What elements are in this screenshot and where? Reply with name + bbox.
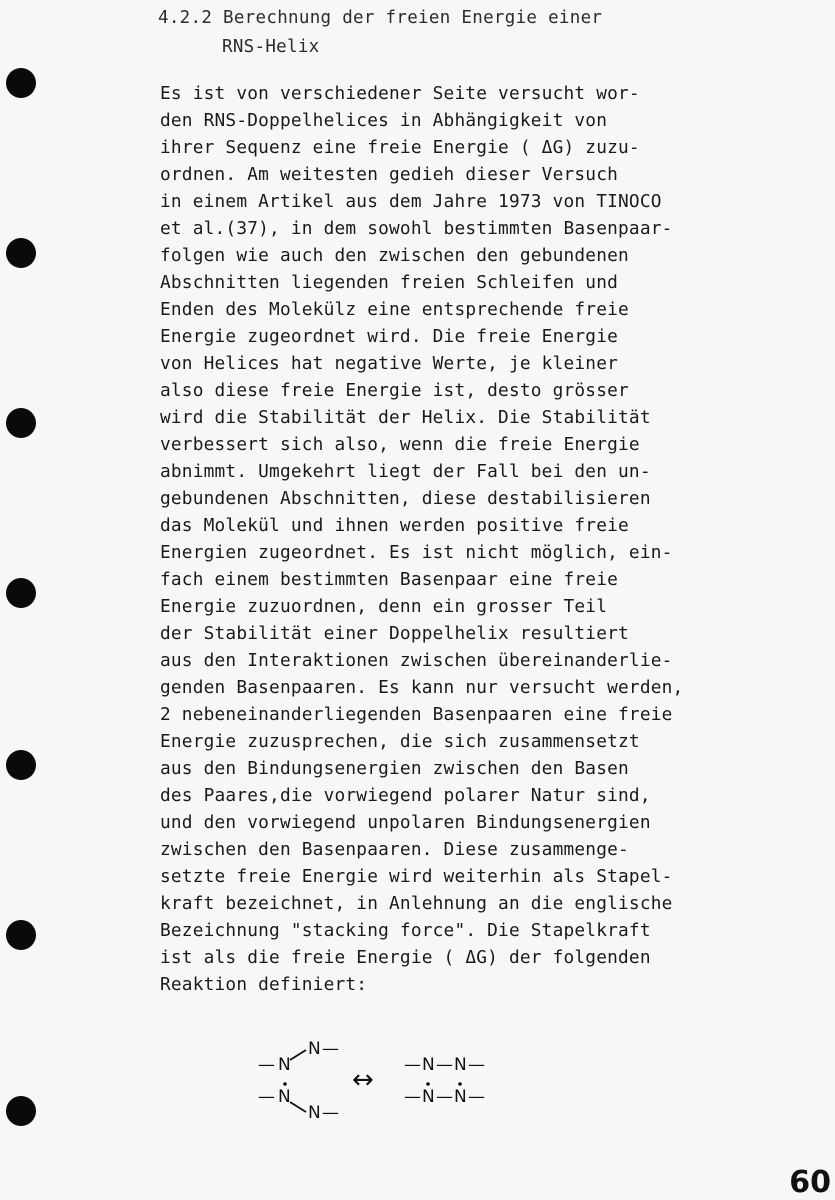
formula-hbond-dot [458, 1082, 462, 1086]
text-line: in einem Artikel aus dem Jahre 1973 von TINOCO [160, 191, 662, 212]
section-heading-line2: RNS-Helix [222, 37, 320, 57]
text-line: et al.(37), in dem sowohl bestimmten Basenpaar- [160, 218, 673, 239]
text-line: verbessert sich also, wenn die freie Energie [160, 434, 640, 455]
formula-atom: N [278, 1055, 291, 1075]
formula-bond: — [468, 1087, 485, 1107]
text-line: ordnen. Am weitesten gedieh dieser Versuch [160, 164, 619, 185]
text-line: den RNS-Doppelhelices in Abhängigkeit von [160, 110, 608, 131]
text-line: Abschnitten liegenden freien Schleifen und [160, 272, 619, 293]
text-line: ihrer Sequenz eine freie Energie ( ΔG) zuzu- [160, 137, 640, 158]
text-line: von Helices hat negative Werte, je kleiner [160, 353, 619, 374]
text-line: aus den Interaktionen zwischen übereinanderlie- [160, 650, 673, 671]
text-line: folgen wie auch den zwischen den gebundenen [160, 245, 629, 266]
formula-hbond-dot [283, 1082, 287, 1086]
formula-hbond-dot [426, 1082, 430, 1086]
text-line: fach einem bestimmten Basenpaar eine freie [160, 569, 619, 590]
text-line: setzte freie Energie wird weiterhin als Stapel- [160, 866, 673, 887]
text-line: Energien zugeordnet. Es ist nicht möglich, ein- [160, 542, 673, 563]
text-line: kraft bezeichnet, in Anlehnung an die englische [160, 893, 673, 914]
text-line: also diese freie Energie ist, desto grösser [160, 380, 629, 401]
formula-atom: N [422, 1087, 435, 1107]
stacking-reaction-formula [250, 1032, 510, 1122]
text-line: das Molekül und ihnen werden positive freie [160, 515, 629, 536]
text-line: Bezeichnung "stacking force". Die Stapelkraft [160, 920, 651, 941]
formula-bond: — [404, 1087, 421, 1107]
formula-bond: — [436, 1087, 453, 1107]
section-heading-line1: 4.2.2 Berechnung der freien Energie einer [158, 8, 603, 28]
text-line: Energie zuzuordnen, denn ein grosser Teil [160, 596, 608, 617]
text-line: abnimmt. Umgekehrt liegt der Fall bei den un- [160, 461, 651, 482]
page-number: 60 [789, 1165, 831, 1200]
formula-atom: N [422, 1055, 435, 1075]
formula-bond: — [322, 1039, 339, 1059]
formula-bond: — [258, 1087, 275, 1107]
section-heading [158, 4, 602, 62]
text-line: aus den Bindungsenergien zwischen den Basen [160, 758, 629, 779]
punch-hole [6, 920, 36, 950]
text-line: 2 nebeneinanderliegenden Basenpaaren eine freie [160, 704, 673, 725]
punch-hole [6, 68, 36, 98]
formula-arrow: ↔ [352, 1065, 374, 1095]
body-paragraph [160, 80, 720, 998]
formula-atom: N [454, 1055, 467, 1075]
text-line: wird die Stabilität der Helix. Die Stabilität [160, 407, 651, 428]
text-line: Energie zugeordnet wird. Die freie Energie [160, 326, 619, 347]
text-line: Es ist von verschiedener Seite versucht wor- [160, 83, 640, 104]
punch-hole [6, 750, 36, 780]
formula-bond: — [436, 1055, 453, 1075]
text-line: Enden des Molekülz eine entsprechende freie [160, 299, 629, 320]
formula-atom: N [308, 1039, 321, 1059]
text-line: ist als die freie Energie ( ΔG) der folgenden [160, 947, 651, 968]
text-line: des Paares,die vorwiegend polarer Natur sind, [160, 785, 651, 806]
formula-bond-line [290, 1050, 306, 1060]
formula-bond: — [258, 1055, 275, 1075]
formula-bond-line [290, 1102, 306, 1112]
formula-atom: N [308, 1103, 321, 1122]
punch-hole [6, 1096, 36, 1126]
formula-bond: — [404, 1055, 421, 1075]
punch-hole [6, 238, 36, 268]
text-line: zwischen den Basenpaaren. Diese zusammenge- [160, 839, 629, 860]
punch-hole [6, 408, 36, 438]
formula-atom: N [278, 1087, 291, 1107]
text-line: gebundenen Abschnitten, diese destabilisieren [160, 488, 651, 509]
punch-hole [6, 578, 36, 608]
text-line: und den vorwiegend unpolaren Bindungsenergien [160, 812, 651, 833]
formula-bond: — [322, 1103, 339, 1122]
text-line: der Stabilität einer Doppelhelix resultiert [160, 623, 629, 644]
formula-atom: N [454, 1087, 467, 1107]
formula-bond: — [468, 1055, 485, 1075]
text-line: Reaktion definiert: [160, 974, 368, 995]
text-line: Energie zuzusprechen, die sich zusammensetzt [160, 731, 640, 752]
text-line: genden Basenpaaren. Es kann nur versucht werden, [160, 677, 684, 698]
